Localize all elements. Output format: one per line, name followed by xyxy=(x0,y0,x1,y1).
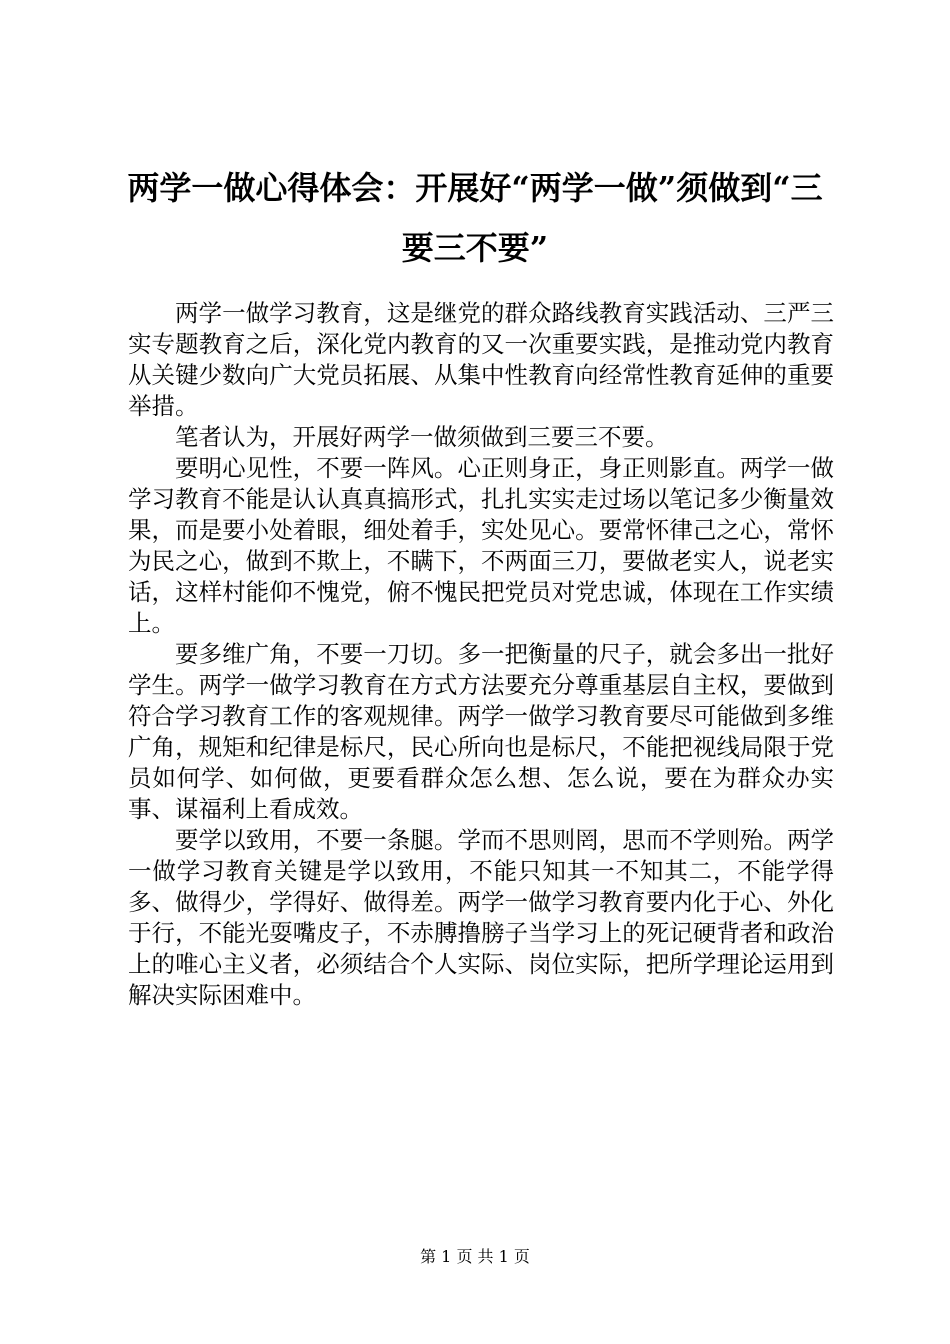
paragraph-point-3: 要学以致用，不要一条腿。学而不思则罔，思而不学则殆。两学一做学习教育关键是学以致用，不能只知其一不知其二，不能学得多、做得少，学得好、做得差。两学一做学习教育要内化于心、外化于行，不能光耍嘴皮子，不赤膊撸膀子当学习上的死记硬背者和政治上的唯心主义者，必须结合个人实际、岗位实际，把所学理论运用到解决实际困难中。 xyxy=(128,826,834,1009)
paragraph-intro: 两学一做学习教育，这是继党的群众路线教育实践活动、三严三实专题教育之后，深化党内教育的又一次重要实践，是推动党内教育从关键少数向广大党员拓展、从集中性教育向经常性教育延伸的重要举措。 xyxy=(128,299,834,420)
paragraph-thesis: 笔者认为，开展好两学一做须做到三要三不要。 xyxy=(175,423,669,451)
paragraph-point-1: 要明心见性，不要一阵风。心正则身正，身正则影直。两学一做学习教育不能是认认真真搞形式，扎扎实实走过场以笔记多少衡量效果，而是要小处着眼，细处着手，实处见心。要常怀律己之心，常怀为民之心，做到不欺上，不瞒下，不两面三刀，要做老实人，说老实话，这样村能仰不愧党，俯不愧民把党员对党忠诚，体现在工作实绩上。 xyxy=(128,454,834,637)
paragraph-point-2: 要多维广角，不要一刀切。多一把衡量的尺子，就会多出一批好学生。两学一做学习教育在方式方法要充分尊重基层自主权，要做到符合学习教育工作的客观规律。两学一做学习教育要尽可能做到多维广角，规矩和纪律是标尺，民心所向也是标尺，不能把视线局限于党员如何学、如何做，更要看群众怎么想、怎么说，要在为群众办实事、谋福利上看成效。 xyxy=(128,640,834,823)
document-body xyxy=(128,298,834,1011)
document-title: 两学一做心得体会：开展好“两学一做”须做到“三要三不要” xyxy=(127,169,823,267)
page-number-footer: 第 1 页 共 1 页 xyxy=(420,1247,530,1266)
